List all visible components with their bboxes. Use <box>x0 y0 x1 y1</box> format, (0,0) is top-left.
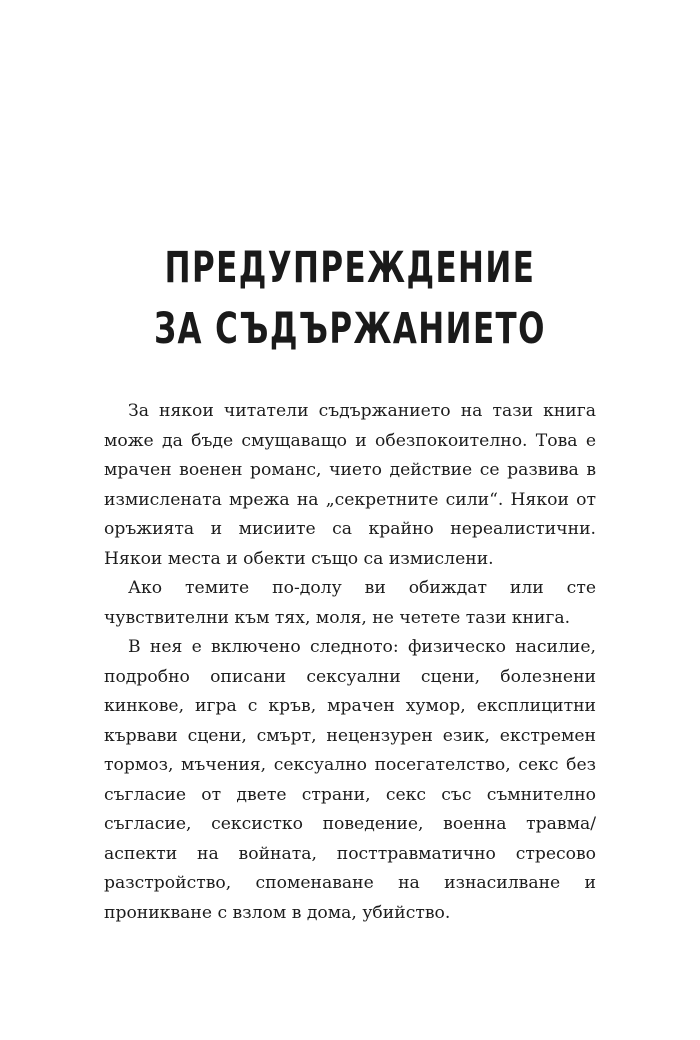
paragraph-content-list: В нея е включено следното: физическо насилие, подробно описани сексуални сцени, болезнени кинкове, игра с кръв, мрачен хумор, експлицитни кървави сцени, смърт, нецензурен език, екстремен тормоз, мъчения, сексуално посегателство, секс без съгласие от двете страни, секс със съмнително съгласие, сексистко поведение, военна травма/аспекти на войната, посттравматично стресово разстройство, споменаване на изнасилване и проникване с взлом в дома, убийство. <box>104 637 596 923</box>
warning-text <box>104 397 596 928</box>
title-line-2: ЗА СЪДЪРЖАНИЕТО <box>154 304 546 354</box>
page-title <box>98 238 602 360</box>
paragraph-advice: Ако темите по-долу ви обиждат или сте чувствителни към тях, моля, не четете тази книга. <box>104 578 596 628</box>
title-line-1: ПРЕДУПРЕЖДЕНИЕ <box>164 243 536 293</box>
paragraph-intro: За някои читатели съдържанието на тази книга може да бъде смущаващо и обезпокоително. Това е мрачен военен романс, чието действие се развива в измислената мрежа на „секретните сили“. Някои от оръжията и мисиите са крайно нереалистични. Някои места и обекти също са измислени. <box>104 401 596 569</box>
